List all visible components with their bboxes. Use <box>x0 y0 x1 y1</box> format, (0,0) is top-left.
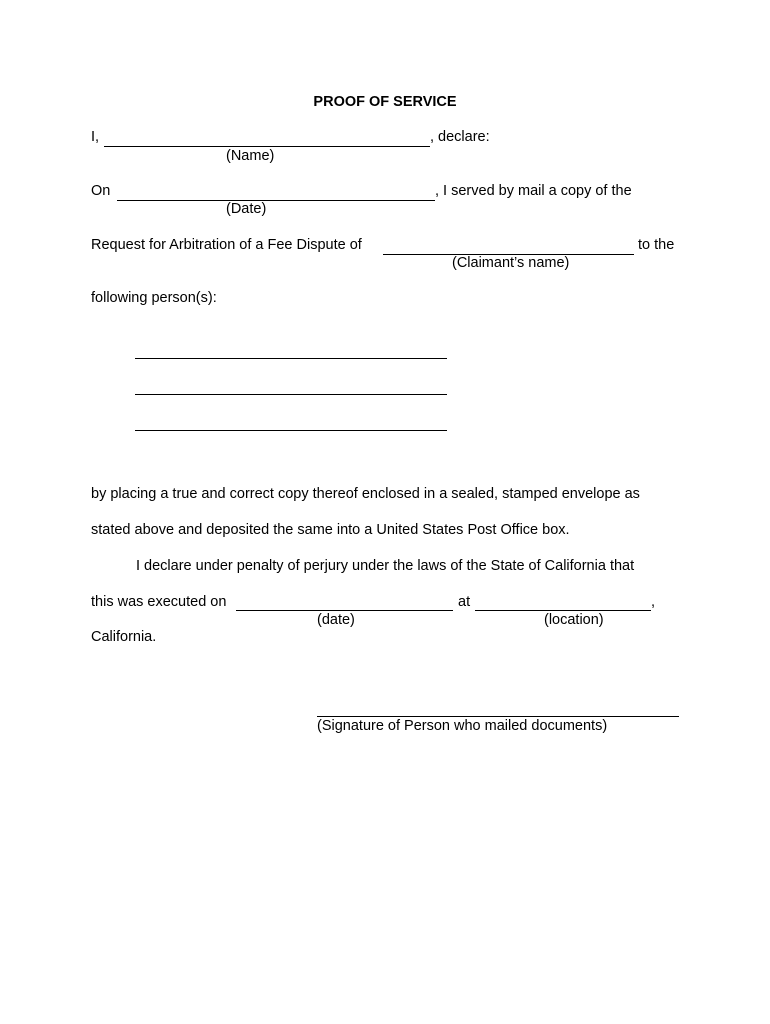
claimant-caption: (Claimant’s name) <box>452 255 570 271</box>
name-caption: (Name) <box>226 148 275 164</box>
declarant-name-field[interactable] <box>104 146 430 147</box>
execution-comma: , <box>651 594 656 610</box>
execution-location-field[interactable] <box>475 610 651 611</box>
paragraph-1-line-2: stated above and deposited the same into a United States Post Office box. <box>91 522 570 538</box>
person-field-2[interactable] <box>135 394 447 395</box>
persons-label: following person(s): <box>91 290 217 306</box>
execution-prefix: this was executed on <box>91 594 227 610</box>
execution-date-field[interactable] <box>236 610 453 611</box>
execution-date-caption: (date) <box>317 612 355 628</box>
signature-caption: (Signature of Person who mailed documents) <box>317 718 608 734</box>
service-date-prefix: On <box>91 183 111 199</box>
service-date-field[interactable] <box>117 200 435 201</box>
signature-field[interactable] <box>317 716 679 717</box>
paragraph-2-line-1: I declare under penalty of perjury under the laws of the State of California that <box>136 558 635 574</box>
execution-at: at <box>458 594 471 610</box>
execution-state: California. <box>91 629 157 645</box>
paragraph-1-line-1: by placing a true and correct copy thereof enclosed in a sealed, stamped envelope as <box>91 486 640 502</box>
date-caption: (Date) <box>226 201 267 217</box>
declarant-suffix: , declare: <box>430 129 490 145</box>
document-title: PROOF OF SERVICE <box>313 94 457 110</box>
request-prefix: Request for Arbitration of a Fee Dispute of <box>91 237 362 253</box>
request-suffix: to the <box>638 237 675 253</box>
declarant-prefix: I, <box>91 129 100 145</box>
execution-location-caption: (location) <box>544 612 604 628</box>
person-field-1[interactable] <box>135 358 447 359</box>
service-date-suffix: , I served by mail a copy of the <box>435 183 632 199</box>
person-field-3[interactable] <box>135 430 447 431</box>
